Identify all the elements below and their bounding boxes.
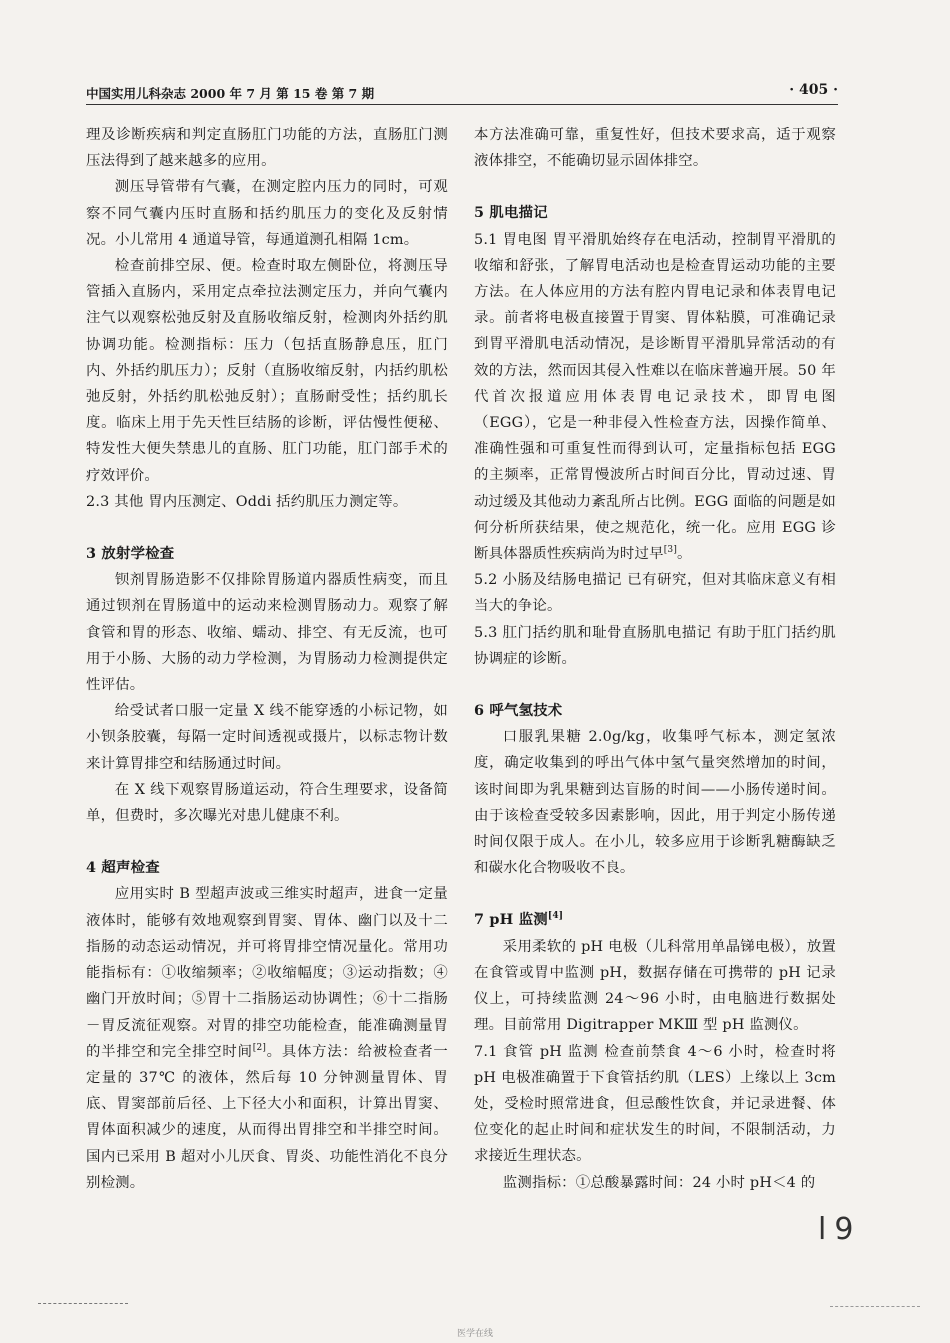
citation-ref: [2]	[252, 1042, 267, 1053]
heading-text: 7 pH 监测	[474, 911, 548, 929]
subsection-paragraph: 5.2 小肠及结肠电描记 已有研究，但对其临床意义有相当大的争论。	[474, 572, 836, 615]
paragraph: 给受试者口服一定量 X 线不能穿透的小标记物，如小钡条胶囊，每隔一定时间透视或摄片，以标志物计数来计算胃排空和结肠通过时间。	[86, 703, 448, 772]
paragraph	[86, 881, 448, 1195]
handwritten-number: 9	[834, 1212, 854, 1247]
paragraph: 监测指标：①总酸暴露时间：24 小时 pH＜4 的	[502, 1174, 816, 1191]
handwritten-mark	[818, 1212, 853, 1247]
subsection-paragraph	[474, 227, 836, 568]
paragraph: 钡剂胃肠造影不仅排除胃肠道内器质性病变，而且通过钡剂在胃肠道中的运动来检测胃肠动力。观察了解食管和胃的形态、收缩、蠕动、排空、有无反流，也可用于小肠、大肠的动力学检测，为胃肠动力检测提供定性评估。	[86, 572, 448, 694]
running-header	[86, 82, 838, 105]
section-heading: 3 放射学检查	[86, 545, 175, 563]
scan-artifact-line	[38, 1303, 128, 1304]
text-run: 应用实时 B 型超声波或三维实时超声，进食一定量液体时，能够有效地观察到胃窦、胃体、幽门以及十二指肠的动态运动情况，并可将胃排空情况量化。常用功能指标有：①收缩频率；②收缩幅度；③运动指数；④幽门开放时间；⑤胃十二指肠运动协调性；⑥十二指肠－胃反流征观察。对胃的排空功能检查，能准确测量胃的半排空和完全排空时间	[86, 886, 448, 1060]
section-heading: 5 肌电描记	[474, 204, 548, 222]
paragraph: 测压导管带有气囊，在测定腔内压力的同时，可观察不同气囊内压时直肠和括约肌压力的变化及反射情况。小儿常用 4 通道导管，每通道测孔相隔 1cm。	[86, 179, 448, 248]
section-heading	[474, 907, 836, 933]
citation-ref: [3]	[663, 545, 678, 556]
text-run: 。具体方法：给被检查者一定量的 37℃ 的液体，然后每 10 分钟测量胃体、胃底、胃窦部前后径、上下径大小和面积，计算出胃窦、胃体面积减少的速度，从而得出胃排空和半排空时间。国内已采用 B 超对小儿厌食、胃炎、功能性消化不良分别检测。	[86, 1043, 449, 1191]
scan-artifact-line	[830, 1306, 920, 1307]
text-run: 5.1 胃电图 胃平滑肌始终存在电活动，控制胃平滑肌的收缩和舒张，了解胃电活动也是检查胃运动功能的主要方法。在人体应用的方法有腔内胃电记录和体表胃电记录。前者将电极直接置于胃窦、胃体粘膜，可准确记录到胃平滑肌电活动情况，是诊断胃平滑肌异常活动的有效的方法，然而因其侵入性难以在临床普遍开展。50 年代首次报道应用体表胃电记录技术，即胃电图（EGG），它是一种非侵入性检查方法，因操作简单、准确性强和可重复性而得到认可，定量指标包括 EGG 的主频率，正常胃慢波所占时间百分比，胃动过速、胃动过缓及其他动力紊乱所占比例。EGG 面临的问题是如何分析所获结果，使之规范化，统一化。应用 EGG 诊断具体器质性疾病尚为时过早	[474, 231, 836, 563]
paragraph: 口服乳果糖 2.0g/kg，收集呼气标本，测定氢浓度，确定收集到的呼出气体中氢气量突然增加的时间，该时间即为乳果糖到达盲肠的时间——小肠传递时间。由于该检查受较多因素影响，因此，用于判定小肠传递时间仅限于成人。在小儿，较多应用于诊断乳糖酶缺乏和碳水化合物吸收不良。	[474, 729, 836, 877]
paragraph: 在 X 线下观察胃肠道运动，符合生理要求，设备简单，但费时，多次曝光对患儿健康不利。	[86, 781, 448, 825]
text-run: 。	[677, 546, 692, 563]
citation-ref: [4]	[547, 911, 564, 922]
left-column	[86, 122, 448, 1196]
right-column	[474, 122, 836, 1196]
subsection-paragraph: 7.1 食管 pH 监测 检查前禁食 4～6 小时，检查时将 pH 电极准确置于下食管括约肌（LES）上缘以上 3cm 处，受检时照常进食，但忌酸性饮食，并记录进餐、体位变化的起止时间和症状发生的时间，不限制活动，力求接近生理状态。	[474, 1043, 836, 1165]
footer-watermark: 医学在线	[456, 1329, 493, 1339]
section-heading: 6 呼气氢技术	[474, 702, 563, 720]
section-heading: 4 超声检查	[86, 859, 160, 877]
subsection-paragraph: 2.3 其他 胃内压测定、Oddi 括约肌压力测定等。	[86, 493, 408, 510]
paragraph: 检查前排空尿、便。检查时取左侧卧位，将测压导管插入直肠内，采用定点牵拉法测定压力，并向气囊内注气以观察松弛反射及直肠收缩反射，检测肉外括约肌协调功能。检测指标：压力（包括直肠静息压，肛门内、外括约肌压力）；反射（直肠收缩反射，内括约肌松弛反射，外括约肌松弛反射）；直肠耐受性；括约肌长度。临床上用于先天性巨结肠的诊断，评估慢性便秘、特发性大便失禁患儿的直肠、肛门功能，肛门部手术的疗效评价。	[86, 258, 448, 484]
journal-citation: 中国实用儿科杂志 2000 年 7 月 第 15 卷 第 7 期	[86, 86, 375, 101]
paragraph: 采用柔软的 pH 电极（儿科常用单晶锑电极），放置在食管或胃中监测 pH，数据存储在可携带的 pH 记录仪上，可持续监测 24～96 小时，由电脑进行数据处理。目前常用 Digitrapper MKⅢ 型 pH 监测仪。	[474, 938, 836, 1034]
handwritten-stroke: l	[818, 1212, 827, 1247]
paragraph: 本方法准确可靠，重复性好，但技术要求高，适于观察液体排空，不能确切显示固体排空。	[474, 127, 836, 170]
paragraph: 理及诊断疾病和判定直肠肛门功能的方法，直肠肛门测压法得到了越来越多的应用。	[86, 127, 448, 170]
page-number: · 405 ·	[789, 82, 838, 98]
subsection-paragraph: 5.3 肛门括约肌和耻骨直肠肌电描记 有助于肛门括约肌协调症的诊断。	[474, 624, 836, 667]
